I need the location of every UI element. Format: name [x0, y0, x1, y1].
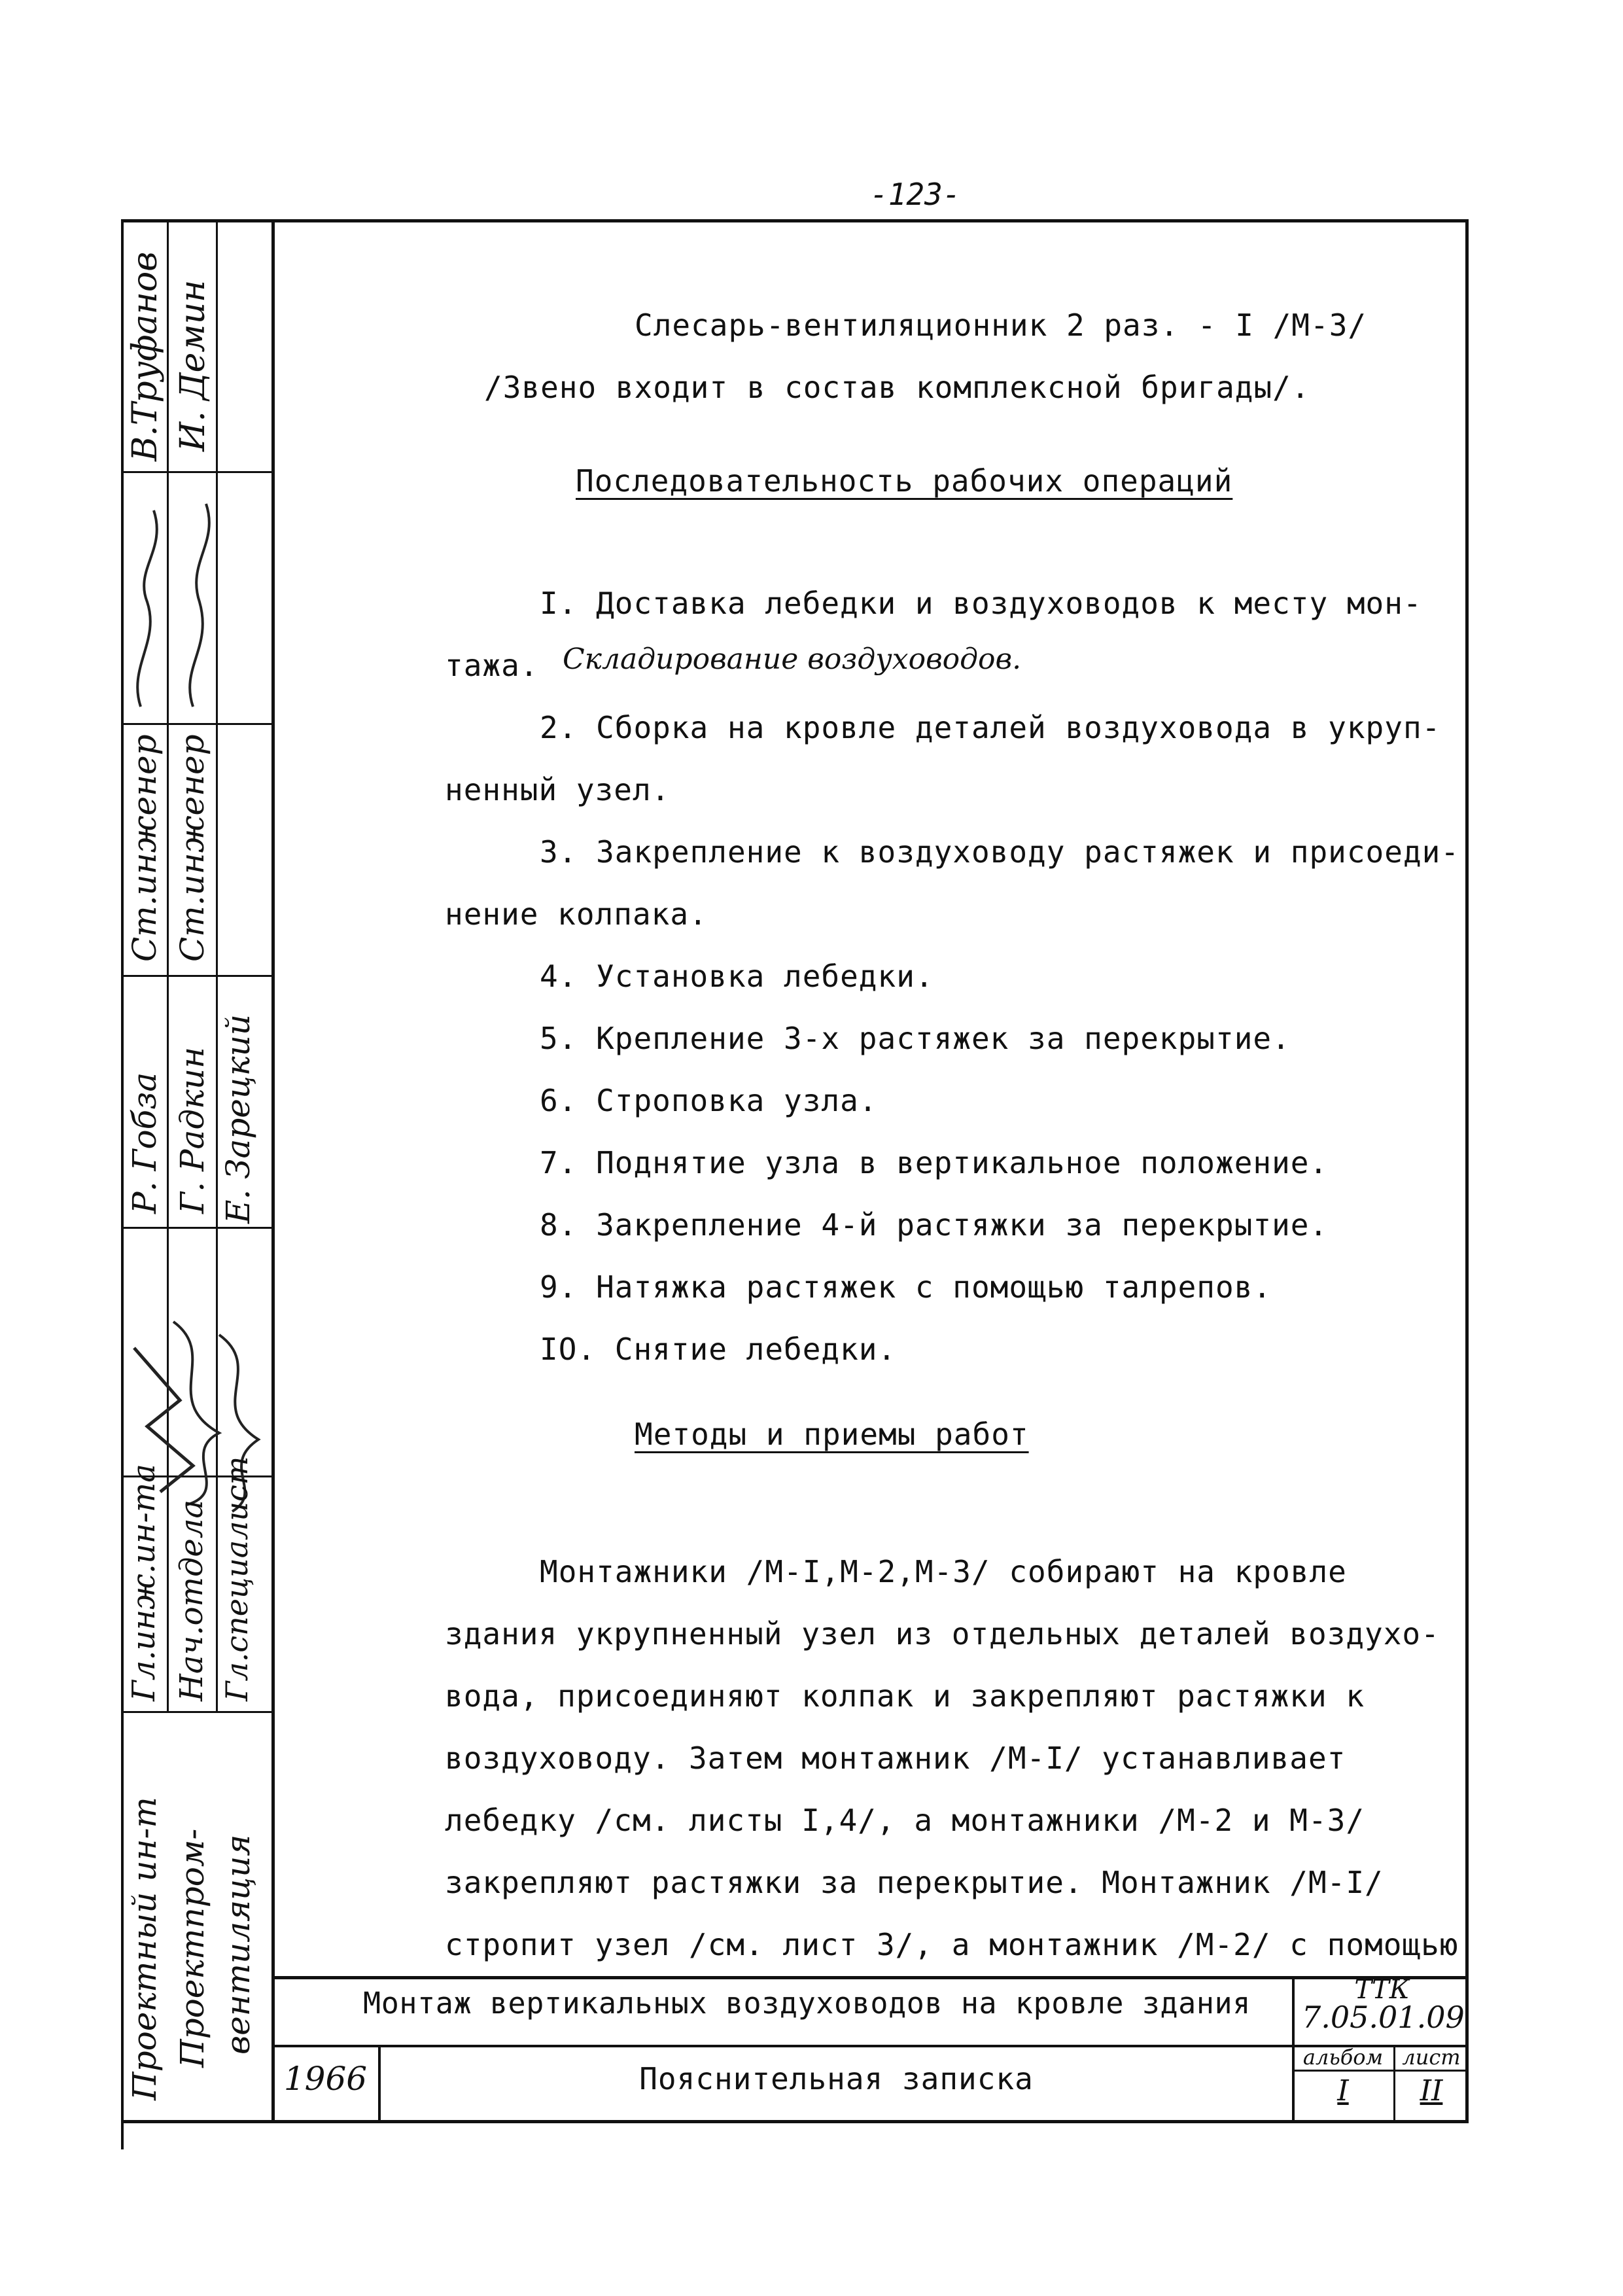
album-value: I	[1337, 2074, 1349, 2108]
frame-bottom-line	[121, 2120, 1469, 2123]
frame-right-line	[1465, 219, 1469, 2123]
stamp-name-radkin: Г. Радкин	[173, 1046, 211, 1214]
stamp-position-chief-engineer: Гл.инж.ин-та	[126, 1464, 162, 1701]
title-block-top-line	[271, 1976, 1469, 1979]
stamp-position-chief-specialist: Гл.специалист	[219, 1456, 254, 1701]
list-item: 5. Крепление 3-х растяжек за перекрытие.	[540, 1021, 1291, 1056]
document-name: Пояснительная записка	[639, 2061, 1034, 2096]
stamp-name-trufanov: В.Труфанов	[126, 251, 165, 461]
page-number: -123-	[870, 177, 961, 212]
list-item: IO. Снятие лебедки.	[540, 1332, 897, 1367]
paragraph-line: закрепляют растяжки за перекрытие. Монтажник /М-I/	[445, 1865, 1384, 1900]
list-item: I. Доставка лебедки и воздуховодов к месту мон-	[540, 586, 1422, 621]
paragraph-line: Монтажники /М-I,М-2,М-3/ собирают на кровле	[540, 1554, 1347, 1589]
list-item: 7. Поднятие узла в вертикальное положение.	[540, 1145, 1329, 1180]
list-item: ненный узел.	[445, 772, 671, 807]
header-line-1: Слесарь-вентиляционник 2 раз. - I /М-3/	[635, 308, 1367, 343]
stamp-org-line-2: Проектпром-	[173, 1828, 211, 2068]
document-title: Монтаж вертикальных воздуховодов на кровле здания	[363, 1986, 1251, 2021]
list-item: нение колпака.	[445, 896, 708, 932]
stamp-name-zaretsky: Е. Зарецкий	[219, 1014, 257, 1224]
stamp-position-head-dept: Нач.отдела	[173, 1499, 210, 1701]
handwritten-note: Складирование воздуховодов.	[563, 643, 1022, 676]
stamp-position-st-engineer-2: Ст.инженер	[173, 734, 211, 962]
list-item: 8. Закрепление 4-й растяжки за перекрытие.	[540, 1207, 1329, 1243]
paragraph-line: вода, присоединяют колпак и закрепляют растяжки к	[445, 1678, 1365, 1714]
list-item: тажа.	[445, 648, 539, 683]
stamp-name-gobza: Р. Гобза	[126, 1072, 164, 1214]
document-year: 1966	[283, 2060, 368, 2098]
paragraph-line: воздуховоду. Затем монтажник /М-I/ устанавливает	[445, 1740, 1346, 1776]
list-item: 4. Установка лебедки.	[540, 959, 934, 994]
sheet-value: II	[1420, 2074, 1443, 2108]
album-label: альбом	[1302, 2045, 1384, 2070]
document-code-label: ТТК	[1354, 1975, 1410, 2005]
section-title-methods: Методы и приемы работ	[635, 1417, 1029, 1452]
sheet-label: лист	[1402, 2045, 1461, 2070]
stamp-org-line-1: Проектный ин-т	[126, 1797, 164, 2100]
document-code: 7.05.01.09	[1302, 2000, 1465, 2035]
section-title-operations: Последовательность рабочих операций	[576, 463, 1233, 499]
header-line-2: /Звено входит в состав комплексной бригады/.	[484, 370, 1310, 405]
title-block-mid-line	[271, 2045, 1469, 2047]
paragraph-line: стропит узел /см. лист 3/, а монтажник /М-2/ с помощью	[445, 1927, 1459, 1962]
list-item: 2. Сборка на кровле деталей воздуховода в укруп-	[540, 710, 1441, 745]
list-item: 3. Закрепление к воздуховоду растяжек и присоеди-	[540, 834, 1460, 870]
stamp-name-demin: И. Демин	[173, 279, 213, 451]
frame-top-line	[121, 219, 1469, 222]
list-item: 9. Натяжка растяжек с помощью талрепов.	[540, 1269, 1272, 1305]
stamp-org-line-3: вентиляция	[219, 1834, 257, 2055]
title-block-album-label-line	[1292, 2070, 1469, 2072]
stamp-position-st-engineer-1: Ст.инженер	[126, 734, 164, 962]
list-item: 6. Строповка узла.	[540, 1083, 878, 1118]
paragraph-line: здания укрупненный узел из отдельных деталей воздухо-	[445, 1616, 1440, 1651]
paragraph-line: лебедку /см. листы I,4/, а монтажники /М-2 и М-3/	[445, 1803, 1365, 1838]
frame-left-line	[271, 219, 275, 2123]
